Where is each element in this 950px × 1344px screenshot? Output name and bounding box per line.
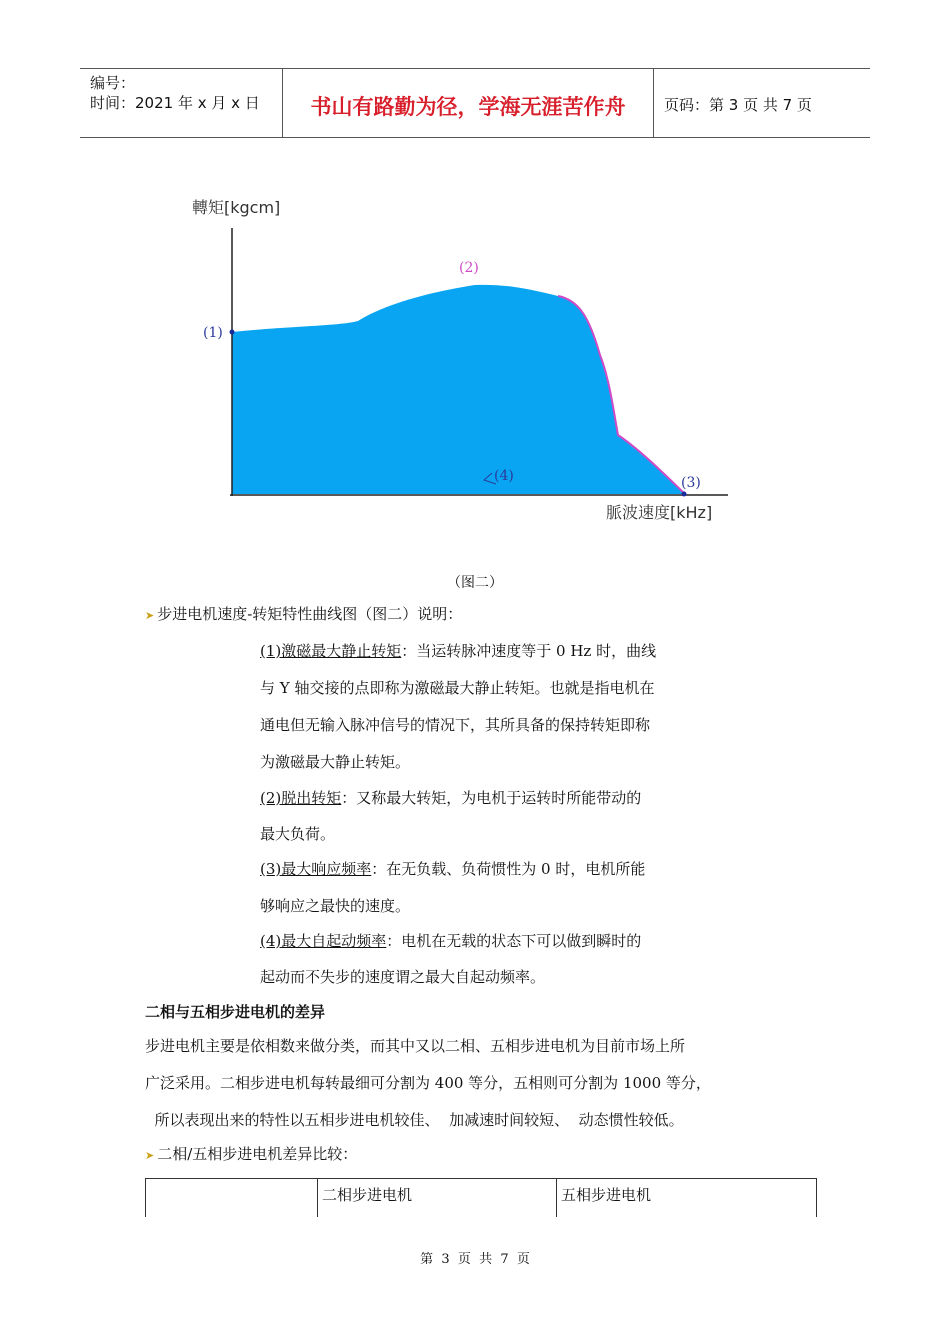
- torque-curve-area: [232, 285, 685, 494]
- item-1-line-2: 与 Y 轴交接的点即称为激磁最大静止转矩。也就是指电机在: [260, 679, 655, 697]
- point-label-4: (4): [494, 468, 514, 484]
- body-line-2: 广泛采用。二相步进电机每转最细可分割为 400 等分，五相则可分割为 1000 等分，: [145, 1074, 711, 1092]
- bullet-icon: ➤: [145, 609, 155, 622]
- item-4-line-1: (4)最大自起动频率：电机在无载的状态下可以做到瞬时的: [260, 932, 642, 950]
- item-3-line-2: 够响应之最快的速度。: [260, 897, 411, 915]
- torque-speed-chart: [170, 180, 770, 540]
- y-axis-label: 轉矩[kgcm]: [192, 198, 281, 217]
- motto: 书山有路勤为径，学海无涯苦作舟: [310, 95, 626, 119]
- table-header-cell: [146, 1179, 316, 1217]
- compare-intro-text: 二相/五相步进电机差异比较：: [157, 1145, 358, 1163]
- page-code: 页码：第 3 页 共 7 页: [664, 96, 812, 114]
- item-term: (3)最大响应频率: [260, 860, 372, 878]
- item-term: (1)激磁最大静止转矩: [260, 642, 402, 660]
- page-header: [80, 68, 870, 138]
- body-line-3: 所以表现出来的特性以五相步进电机较佳、 加减速时间较短、 动态惯性较低。: [145, 1111, 684, 1129]
- time-label: 时间：2021 年 x 月 x 日: [90, 94, 260, 112]
- section-intro: [145, 603, 462, 624]
- x-axis-label: 脈波速度[kHz]: [606, 503, 713, 522]
- comparison-table: [145, 1178, 817, 1217]
- point-label-2: (2): [459, 260, 479, 276]
- compare-intro: [145, 1143, 357, 1164]
- item-term: (4)最大自起动频率: [260, 932, 387, 950]
- number-label: 编号：: [90, 74, 136, 92]
- item-1-line-3: 通电但无输入脉冲信号的情况下，其所具备的保持转矩即称: [260, 716, 651, 734]
- point-1-marker: [230, 330, 235, 335]
- point-3-marker: [682, 492, 687, 497]
- item-3-line-1: (3)最大响应频率：在无负载、负荷惯性为 0 时，电机所能: [260, 860, 646, 878]
- item-1-line-4: 为激磁最大静止转矩。: [260, 753, 411, 771]
- body-line-1: 步进电机主要是依相数来做分类，而其中又以二相、五相步进电机为目前市场上所: [145, 1037, 686, 1055]
- item-1-line-1: (1)激磁最大静止转矩：当运转脉冲速度等于 0 Hz 时，曲线: [260, 642, 657, 660]
- section-heading: 二相与五相步进电机的差异: [145, 1003, 326, 1021]
- header-page-cell: [654, 69, 870, 137]
- item-2-line-1: (2)脱出转矩：又称最大转矩，为电机于运转时所能带动的: [260, 789, 642, 807]
- point-label-1: (1): [203, 325, 223, 341]
- item-4-line-2: 起动而不失步的速度谓之最大自起动频率。: [260, 968, 546, 986]
- point-label-3: (3): [681, 475, 701, 491]
- header-motto-cell: [283, 69, 654, 137]
- item-2-line-2: 最大负荷。: [260, 825, 336, 843]
- table-header-cell: 五相步进电机: [556, 1179, 816, 1217]
- bullet-icon: ➤: [145, 1149, 155, 1162]
- page-footer: 第 3 页 共 7 页: [420, 1252, 530, 1267]
- item-term: (2)脱出转矩: [260, 789, 342, 807]
- header-meta-cell: [80, 69, 283, 137]
- section-intro-text: 步进电机速度-转矩特性曲线图（图二）说明：: [157, 605, 463, 623]
- table-header-cell: 二相步进电机: [317, 1179, 555, 1217]
- figure-caption: （图二）: [447, 575, 503, 591]
